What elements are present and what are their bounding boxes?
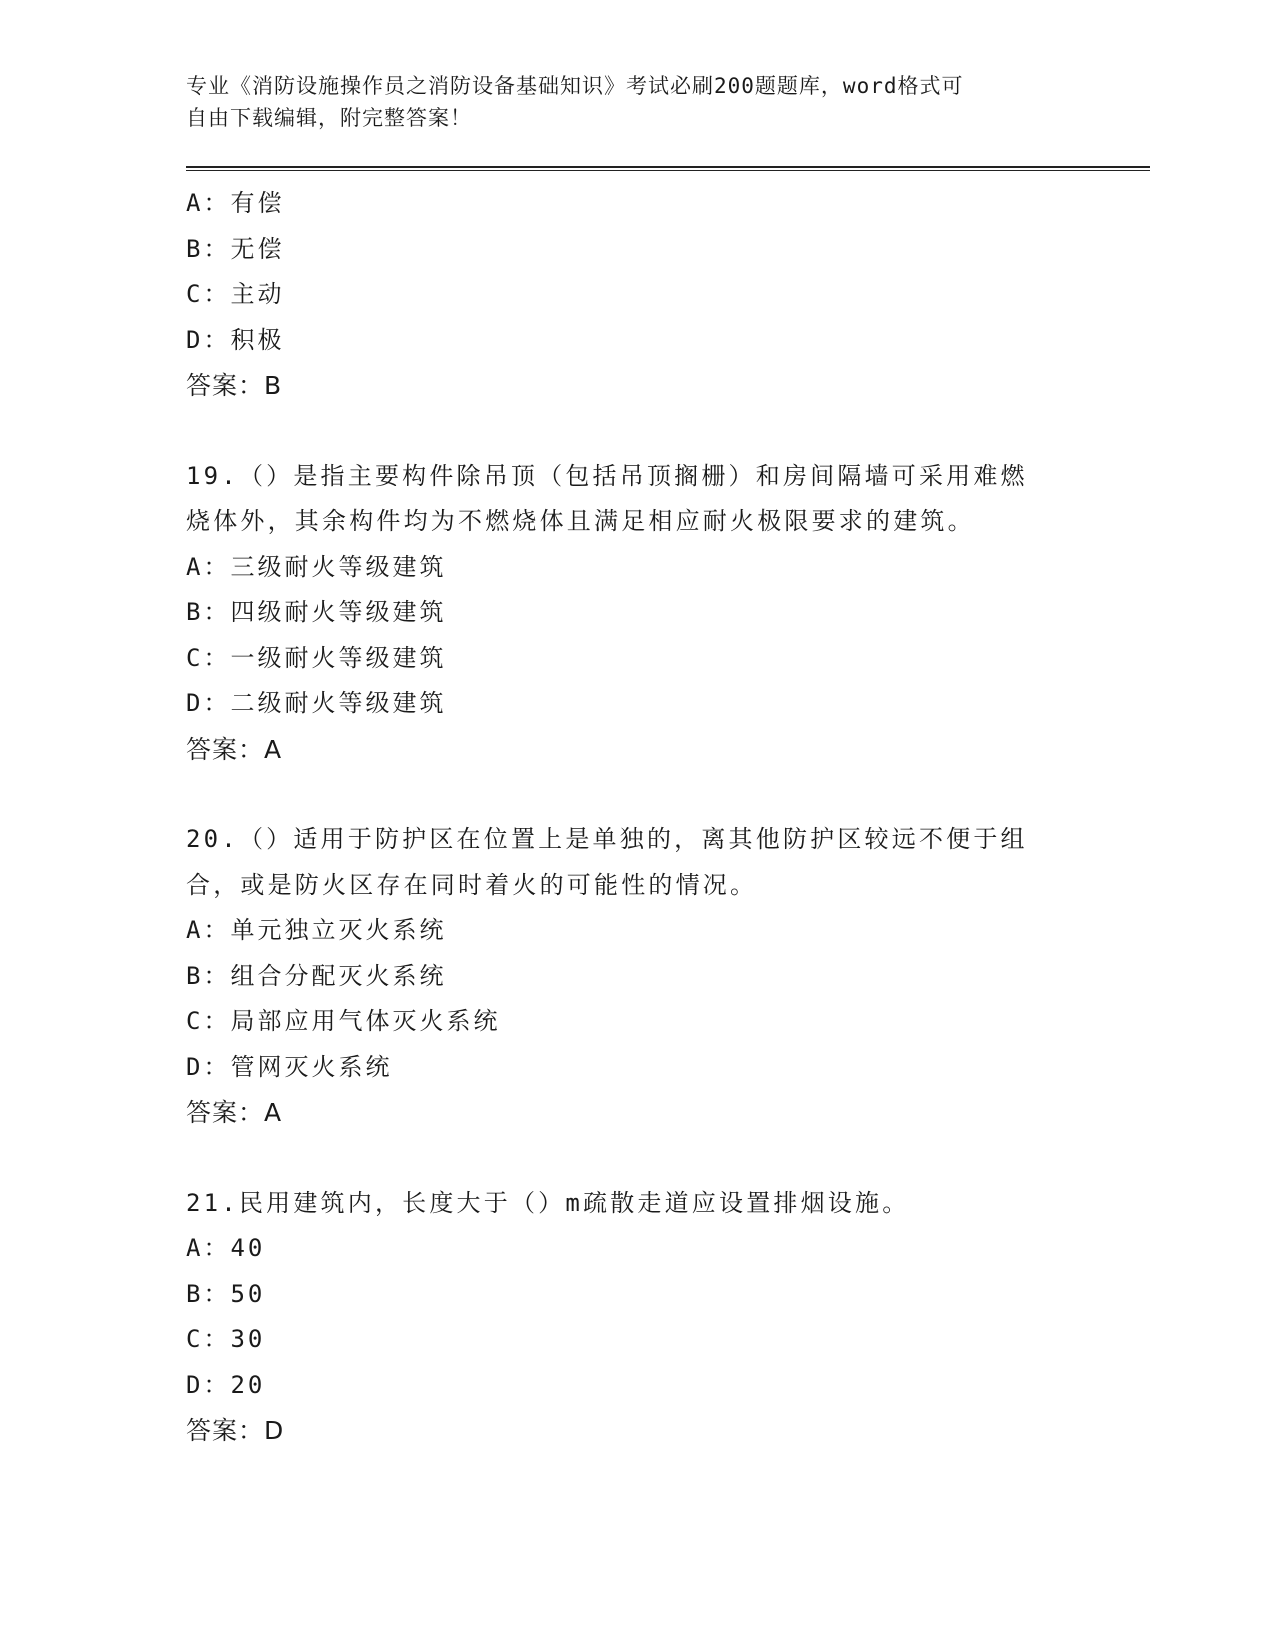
option-b: B：无偿 <box>186 234 285 263</box>
option-a: A：单元独立灭火系统 <box>186 916 447 944</box>
question-text-line: 21.民用建筑内，长度大于（）m疏散走道应设置排烟设施。 <box>186 1188 910 1217</box>
option-d: D：20 <box>186 1370 266 1399</box>
question-text-line: 20.（）适用于防护区在位置上是单独的，离其他防护区较远不便于组 <box>186 825 1028 853</box>
option-a: A：三级耐火等级建筑 <box>186 552 447 581</box>
question-text-line: 19.（）是指主要构件除吊顶（包括吊顶搁栅）和房间隔墙可采用难燃 <box>186 461 1028 490</box>
spacer <box>186 772 1146 817</box>
question-21 <box>186 1181 1146 1454</box>
question-19 <box>186 454 1146 773</box>
document-header <box>186 70 1066 134</box>
option-b: B：四级耐火等级建筑 <box>186 598 447 626</box>
spacer <box>186 1136 1146 1181</box>
answer: 答案：A <box>186 1098 283 1127</box>
question-text-line: 合，或是防火区存在同时着火的可能性的情况。 <box>186 870 758 899</box>
answer: 答案：A <box>186 734 283 764</box>
option-b: B：组合分配灭火系统 <box>186 961 447 990</box>
option-c: C：一级耐火等级建筑 <box>186 643 447 672</box>
question-text <box>186 1181 1146 1227</box>
question-text <box>186 454 1146 545</box>
question-18-continued <box>186 181 1146 409</box>
option-c: C：30 <box>186 1325 266 1353</box>
question-20 <box>186 817 1146 1136</box>
option-c: C：局部应用气体灭火系统 <box>186 1007 501 1035</box>
option-c: C：主动 <box>186 280 285 308</box>
option-a: A：有偿 <box>186 189 285 217</box>
spacer <box>186 409 1146 454</box>
option-a: A：40 <box>186 1234 266 1262</box>
option-d: D：管网灭火系统 <box>186 1052 393 1081</box>
option-d: D：二级耐火等级建筑 <box>186 689 447 717</box>
document-page <box>186 70 1146 1454</box>
header-divider <box>186 166 1150 171</box>
option-b: B：50 <box>186 1279 266 1308</box>
answer: 答案：B <box>186 371 283 400</box>
question-text <box>186 817 1146 908</box>
question-text-line: 烧体外，其余构件均为不燃烧体且满足相应耐火极限要求的建筑。 <box>186 507 975 535</box>
header-line-2: 自由下载编辑，附完整答案！ <box>186 106 472 130</box>
header-line-1: 专业《消防设施操作员之消防设备基础知识》考试必刷200题题库，word格式可 <box>186 74 964 98</box>
option-d: D：积极 <box>186 325 285 354</box>
answer: 答案：D <box>186 1416 285 1445</box>
